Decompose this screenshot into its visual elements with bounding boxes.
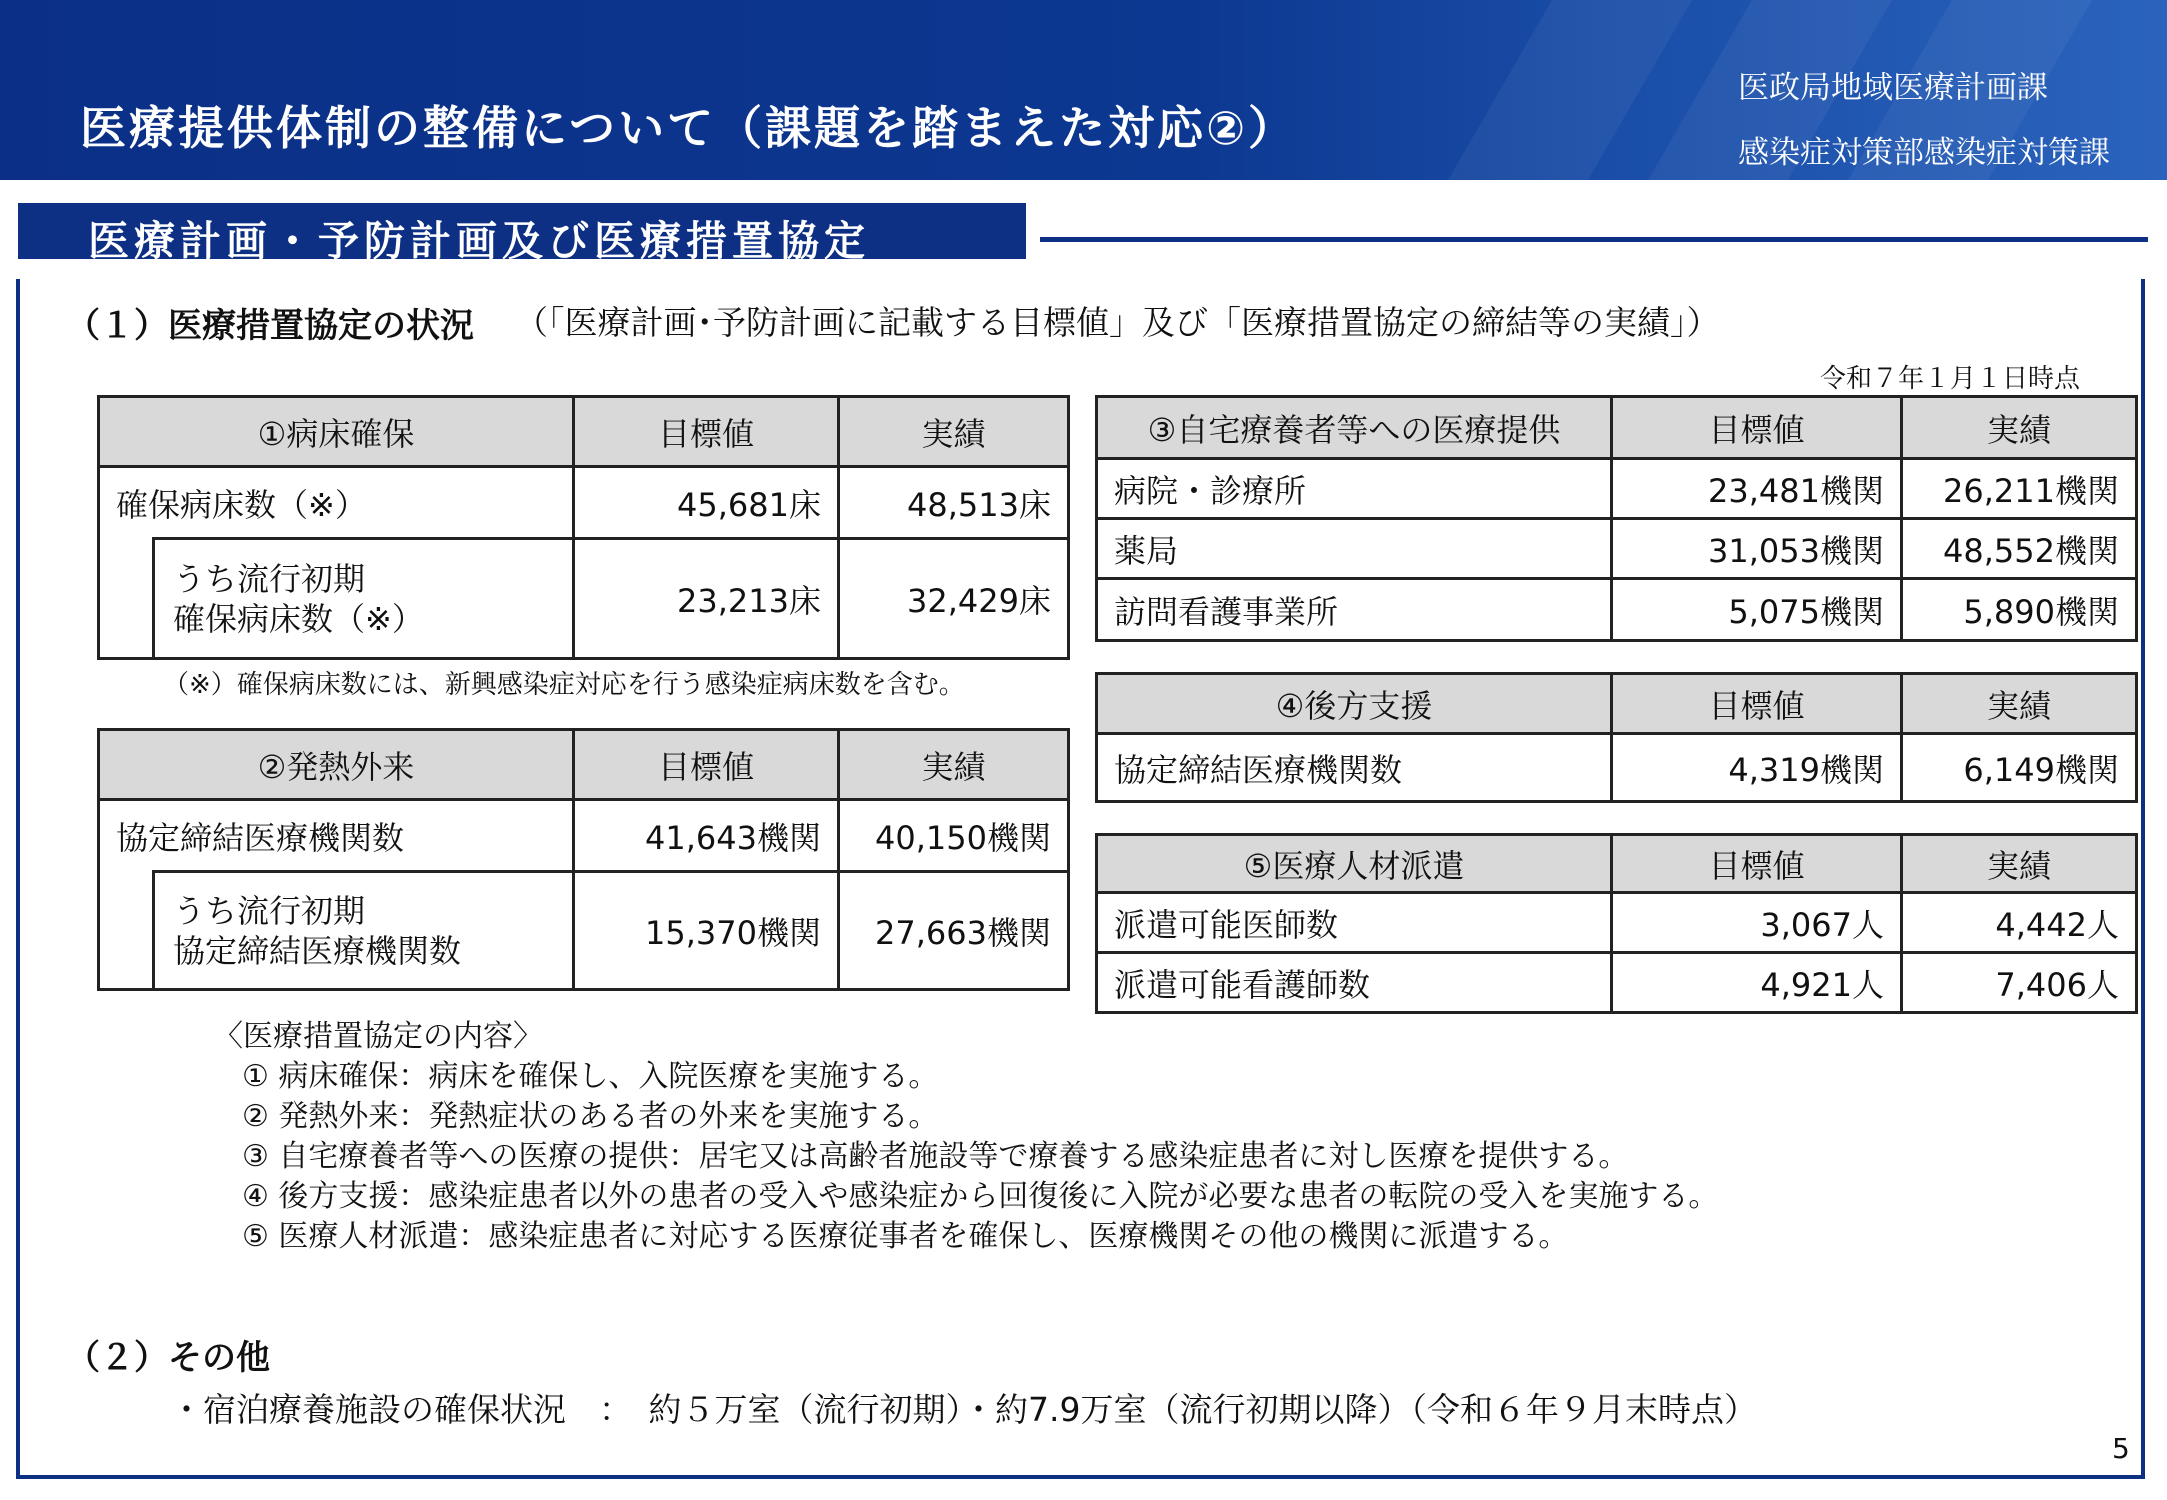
table-header-row: [99, 397, 1069, 467]
row-label: 確保病床数（※）: [99, 467, 574, 539]
table-header-row: [1097, 674, 2137, 734]
table-row: [99, 539, 1069, 659]
row-actual: 48,552機関: [1902, 519, 2137, 579]
table-row: [1097, 893, 2137, 953]
table-backup-support: [1095, 672, 2138, 803]
indent-spacer: [99, 539, 154, 659]
part1-heading: （１）医療措置協定の状況: [66, 306, 474, 346]
row-label: 協定締結医療機関数: [99, 800, 574, 872]
table-bed-securing: [97, 395, 1070, 660]
table-row: [1097, 519, 2137, 579]
table-header-row: [1097, 397, 2137, 459]
col-header-category: ④後方支援: [1097, 674, 1612, 734]
col-header-actual: 実績: [1902, 397, 2137, 459]
row-label: 協定締結医療機関数: [1097, 734, 1612, 802]
row-target: 4,921人: [1612, 953, 1902, 1013]
as-of-date: 令和７年１月１日時点: [1820, 364, 2081, 394]
row-target: 41,643機関: [574, 800, 839, 872]
department-1: 医政局地域医療計画課: [1738, 70, 2048, 106]
col-header-target: 目標値: [1612, 835, 1902, 893]
contents-item-1: ① 病床確保：病床を確保し、入院医療を実施する。: [242, 1059, 939, 1094]
department-2: 感染症対策部感染症対策課: [1738, 135, 2110, 171]
row-target: 31,053機関: [1612, 519, 1902, 579]
row-target: 45,681床: [574, 467, 839, 539]
table-row: [99, 800, 1069, 872]
row-label: うち流行初期 確保病床数（※）: [154, 539, 574, 659]
contents-item-4: ④ 後方支援：感染症患者以外の患者の受入や感染症から回復後に入院が必要な患者の転院の受入を実施する。: [242, 1179, 1719, 1214]
row-label: 訪問看護事業所: [1097, 579, 1612, 641]
table1-note: （※）確保病床数には、新興感染症対応を行う感染症病床数を含む。: [163, 670, 965, 700]
contents-item-5: ⑤ 医療人材派遣：感染症患者に対応する医療従事者を確保し、医療機関その他の機関に派遣する。: [242, 1219, 1569, 1254]
col-header-category: ③自宅療養者等への医療提供: [1097, 397, 1612, 459]
row-target: 23,481機関: [1612, 459, 1902, 519]
row-target: 15,370機関: [574, 872, 839, 990]
row-target: 3,067人: [1612, 893, 1902, 953]
contents-title: 〈医療措置協定の内容〉: [213, 1019, 543, 1054]
part2-heading: （２）その他: [66, 1338, 270, 1378]
table-row: [1097, 953, 2137, 1013]
row-label: 派遣可能看護師数: [1097, 953, 1612, 1013]
col-header-actual: 実績: [1902, 674, 2137, 734]
page-title: 医療提供体制の整備について（課題を踏まえた対応②）: [80, 101, 1298, 155]
row-actual: 5,890機関: [1902, 579, 2137, 641]
section-divider: [1040, 237, 2148, 242]
col-header-actual: 実績: [839, 730, 1069, 800]
contents-item-3: ③ 自宅療養者等への医療の提供：居宅又は高齢者施設等で療養する感染症患者に対し医療を提供する。: [242, 1139, 1629, 1174]
col-header-target: 目標値: [574, 397, 839, 467]
table-row: [1097, 734, 2137, 802]
row-target: 4,319機関: [1612, 734, 1902, 802]
contents-item-2: ② 発熱外来：発熱症状のある者の外来を実施する。: [242, 1099, 939, 1134]
row-actual: 27,663機関: [839, 872, 1069, 990]
row-label: うち流行初期 協定締結医療機関数: [154, 872, 574, 990]
row-actual: 4,442人: [1902, 893, 2137, 953]
row-actual: 32,429床: [839, 539, 1069, 659]
row-actual: 40,150機関: [839, 800, 1069, 872]
section-title: 医療計画・予防計画及び医療措置協定: [88, 217, 870, 265]
table-row: [1097, 579, 2137, 641]
row-actual: 26,211機関: [1902, 459, 2137, 519]
page-number: 5: [2112, 1432, 2130, 1465]
col-header-actual: 実績: [839, 397, 1069, 467]
row-label: 病院・診療所: [1097, 459, 1612, 519]
col-header-target: 目標値: [574, 730, 839, 800]
col-header-actual: 実績: [1902, 835, 2137, 893]
indent-spacer: [99, 872, 154, 990]
table-row: [99, 467, 1069, 539]
col-header-category: ①病床確保: [99, 397, 574, 467]
row-label: 薬局: [1097, 519, 1612, 579]
row-target: 5,075機関: [1612, 579, 1902, 641]
col-header-target: 目標値: [1612, 674, 1902, 734]
table-header-row: [1097, 835, 2137, 893]
col-header-category: ②発熱外来: [99, 730, 574, 800]
row-label: 派遣可能医師数: [1097, 893, 1612, 953]
table-home-care: [1095, 395, 2138, 642]
table-row: [99, 872, 1069, 990]
part1-subtitle: （「医療計画･予防計画に記載する目標値」及び「医療措置協定の締結等の実績」）: [515, 303, 1720, 342]
table-fever-outpatient: [97, 728, 1070, 991]
col-header-target: 目標値: [1612, 397, 1902, 459]
row-actual: 6,149機関: [1902, 734, 2137, 802]
col-header-category: ⑤医療人材派遣: [1097, 835, 1612, 893]
table-staff-dispatch: [1095, 833, 2138, 1014]
row-actual: 7,406人: [1902, 953, 2137, 1013]
lodging-facility-status: ・宿泊療養施設の確保状況 ： 約５万室（流行初期）・約7.9万室（流行初期以降）（令和６年９月末時点）: [170, 1390, 1757, 1429]
table-row: [1097, 459, 2137, 519]
row-actual: 48,513床: [839, 467, 1069, 539]
table-header-row: [99, 730, 1069, 800]
row-target: 23,213床: [574, 539, 839, 659]
